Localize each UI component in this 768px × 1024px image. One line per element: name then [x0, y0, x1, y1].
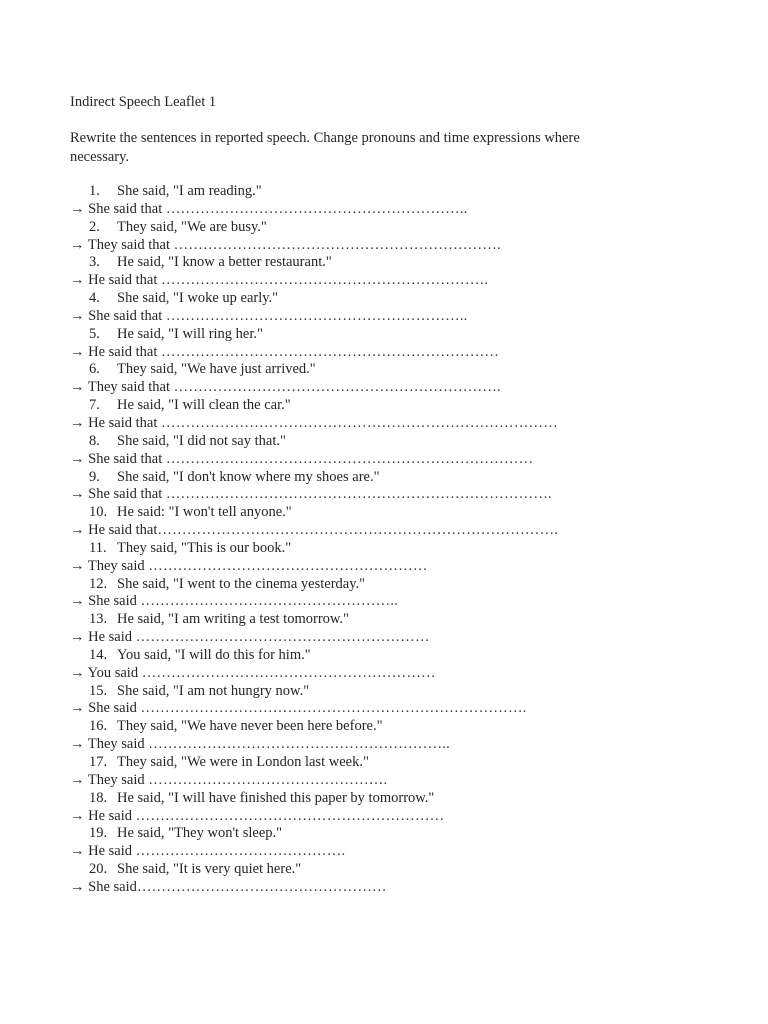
exercise-question [70, 540, 710, 558]
exercise-item [70, 611, 710, 647]
answer-line[interactable] [70, 593, 710, 611]
exercise-number: 15. [89, 682, 108, 699]
answer-prefix: → He said that [70, 272, 162, 289]
answer-line[interactable] [70, 736, 710, 754]
answer-line[interactable] [70, 879, 710, 897]
direct-speech-sentence: She said, "I am not hungry now." [117, 682, 310, 699]
direct-speech-sentence: She said, "It is very quiet here." [117, 861, 302, 878]
answer-line[interactable] [70, 451, 710, 469]
exercise-item [70, 647, 710, 683]
exercise-question [70, 183, 710, 201]
exercise-item [70, 361, 710, 397]
exercise-question [70, 290, 710, 308]
direct-speech-sentence: He said, "I will have finished this paper by tomorrow." [117, 789, 435, 806]
exercise-item [70, 825, 710, 861]
exercise-item [70, 504, 710, 540]
direct-speech-sentence: He said, "They won't sleep." [117, 825, 283, 842]
answer-blank[interactable]: ………………………………………………… [148, 557, 428, 574]
exercise-number: 16. [89, 718, 108, 735]
answer-prefix: → They said that [70, 236, 174, 253]
exercise-item [70, 540, 710, 576]
answer-blank[interactable]: …………………………………………………………. [173, 379, 501, 396]
exercise-item [70, 469, 710, 505]
exercise-number: 1. [89, 183, 100, 199]
answer-line[interactable] [70, 379, 710, 397]
answer-prefix: → He said that [70, 414, 162, 431]
direct-speech-sentence: She said, "I went to the cinema yesterday." [117, 575, 366, 592]
answer-blank[interactable]: ……………………………………………………………………. [165, 486, 552, 503]
direct-speech-sentence: They said, "We were in London last week." [117, 754, 369, 770]
direct-speech-sentence: They said, "We are busy." [117, 218, 267, 235]
exercise-item [70, 254, 710, 290]
exercise-number: 6. [89, 361, 100, 378]
exercise-number: 18. [89, 789, 108, 806]
answer-line[interactable] [70, 237, 710, 255]
exercise-number: 8. [89, 432, 100, 449]
exercise-list [70, 183, 710, 897]
answer-prefix: → They said [70, 771, 149, 788]
exercise-question [70, 718, 710, 736]
exercise-question [70, 397, 710, 415]
exercise-question [70, 611, 710, 629]
direct-speech-sentence: You said, "I will do this for him." [117, 646, 311, 663]
direct-speech-sentence: She said, "I don't know where my shoes are." [117, 468, 380, 485]
answer-prefix: → He said [70, 629, 136, 646]
exercise-question [70, 825, 710, 843]
exercise-item [70, 790, 710, 826]
worksheet-title: Indirect Speech Leaflet 1 [70, 94, 217, 110]
answer-prefix: → They said that [70, 379, 174, 396]
exercise-number: 13. [89, 611, 108, 628]
exercise-item [70, 397, 710, 433]
answer-blank[interactable]: …………………………………………………… [141, 664, 436, 681]
answer-blank[interactable]: ……………………………………. [135, 843, 346, 860]
direct-speech-sentence: She said, "I did not say that." [117, 432, 286, 449]
answer-prefix: → She said [70, 700, 141, 717]
exercise-question [70, 647, 710, 665]
answer-line[interactable] [70, 272, 710, 290]
exercise-item [70, 683, 710, 719]
exercise-question [70, 861, 710, 879]
answer-blank[interactable]: …………………………………………….. [140, 593, 399, 610]
exercise-question [70, 254, 710, 272]
answer-prefix: → She said that [70, 200, 166, 217]
exercise-number: 9. [89, 468, 100, 485]
answer-prefix: → You said [70, 664, 142, 681]
exercise-number: 11. [89, 539, 107, 556]
answer-prefix: → He said that [70, 522, 158, 539]
direct-speech-sentence: They said, "We have never been here before." [117, 718, 383, 735]
exercise-question [70, 790, 710, 808]
answer-blank[interactable]: ……………………………………………………… [135, 807, 445, 824]
answer-prefix: → He said [70, 807, 136, 824]
answer-line[interactable] [70, 201, 710, 219]
answer-line[interactable] [70, 522, 710, 540]
exercise-number: 12. [89, 575, 108, 592]
answer-blank[interactable]: …………………………………………………….. [165, 307, 468, 324]
direct-speech-sentence: He said: "I won't tell anyone." [117, 504, 292, 521]
exercise-number: 5. [89, 325, 100, 342]
direct-speech-sentence: He said, "I know a better restaurant." [117, 254, 332, 271]
answer-blank[interactable]: ……………………………………………………………………. [140, 700, 527, 717]
exercise-question [70, 576, 710, 594]
worksheet-page [70, 93, 710, 897]
answer-prefix: → He said [70, 843, 136, 860]
answer-blank[interactable]: …………………………………………… [136, 878, 387, 895]
answer-line[interactable] [70, 808, 710, 826]
direct-speech-sentence: They said, "We have just arrived." [117, 361, 316, 378]
answer-line[interactable] [70, 415, 710, 433]
exercise-question [70, 361, 710, 379]
answer-line[interactable] [70, 843, 710, 861]
exercise-number: 19. [89, 825, 108, 842]
exercise-question [70, 219, 710, 237]
direct-speech-sentence: They said, "This is our book." [117, 539, 292, 556]
instructions: Rewrite the sentences in reported speech. Change pronouns and time expressions where necessary. [70, 130, 580, 165]
answer-line[interactable] [70, 344, 710, 362]
exercise-number: 14. [89, 646, 108, 663]
exercise-question [70, 433, 710, 451]
answer-line[interactable] [70, 558, 710, 576]
answer-line[interactable] [70, 486, 710, 504]
answer-line[interactable] [70, 665, 710, 683]
answer-blank[interactable]: …………………………………………………… [135, 629, 430, 646]
exercise-number: 17. [89, 754, 108, 770]
answer-blank[interactable]: …………………………………………………………. [173, 236, 501, 253]
exercise-question [70, 469, 710, 487]
exercise-number: 4. [89, 290, 100, 307]
exercise-question [70, 326, 710, 344]
exercise-item [70, 219, 710, 255]
answer-blank[interactable]: ……………………………………………………………………… [161, 414, 558, 431]
direct-speech-sentence: He said, "I will clean the car." [117, 397, 291, 414]
exercise-item [70, 861, 710, 897]
answer-line[interactable] [70, 700, 710, 718]
exercise-item [70, 754, 710, 790]
answer-blank[interactable]: …………………………………………………………. [161, 272, 489, 289]
answer-prefix: → He said that [70, 343, 162, 360]
answer-line[interactable] [70, 629, 710, 647]
exercise-item [70, 183, 710, 219]
answer-prefix: → She said that [70, 486, 166, 503]
answer-blank[interactable]: …………………………………………. [148, 771, 388, 788]
exercise-number: 20. [89, 861, 108, 878]
answer-blank[interactable]: ………………………………………………………………… [165, 450, 534, 467]
direct-speech-sentence: He said, "I am writing a test tomorrow." [117, 611, 349, 628]
direct-speech-sentence: She said, "I am reading." [117, 183, 262, 199]
exercise-item [70, 433, 710, 469]
answer-prefix: → They said [70, 736, 149, 753]
answer-blank[interactable]: …………………………………………………………… [161, 343, 500, 360]
exercise-number: 7. [89, 397, 100, 414]
exercise-question [70, 683, 710, 701]
exercise-number: 2. [89, 218, 100, 235]
answer-prefix: → She said [70, 878, 137, 895]
direct-speech-sentence: He said, "I will ring her." [117, 325, 263, 342]
exercise-item [70, 576, 710, 612]
exercise-item [70, 290, 710, 326]
answer-prefix: → She said that [70, 307, 166, 324]
answer-blank[interactable]: …………………………………………………….. [148, 736, 450, 753]
exercise-number: 3. [89, 254, 100, 271]
exercise-question [70, 504, 710, 522]
answer-prefix: → She said that [70, 450, 166, 467]
answer-blank[interactable]: ………………………………………………………………………. [157, 522, 559, 539]
exercise-item [70, 326, 710, 362]
exercise-item [70, 718, 710, 754]
answer-prefix: → She said [70, 593, 141, 610]
direct-speech-sentence: She said, "I woke up early." [117, 290, 279, 307]
exercise-number: 10. [89, 504, 108, 521]
answer-line[interactable] [70, 772, 710, 790]
exercise-question [70, 754, 710, 772]
answer-line[interactable] [70, 308, 710, 326]
answer-prefix: → They said [70, 557, 149, 574]
answer-blank[interactable]: …………………………………………………….. [165, 200, 468, 217]
